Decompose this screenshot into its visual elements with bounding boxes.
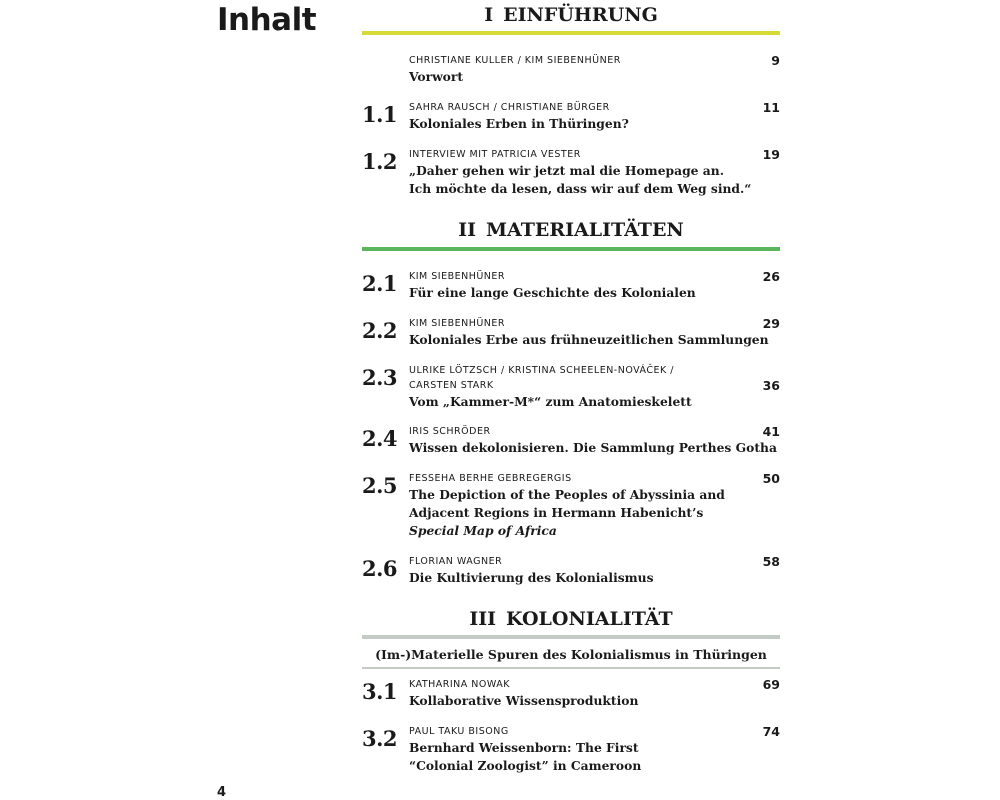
entry-number: 1.1 [362,102,398,127]
section-label: EINFÜHRUNG [503,4,658,26]
entry-number: 2.3 [362,365,398,390]
section-heading-kolonialitaet [362,607,780,631]
entry-author-line-1: ULRIKE LÖTZSCH / KRISTINA SCHEELEN-NOVÁČEK / [409,365,674,376]
toc-entry-1-1[interactable] [362,100,782,133]
entry-title: Kollaborative Wissensproduktion [409,693,639,708]
entry-title: Vorwort [409,69,464,84]
toc-entry-1-2[interactable] [362,147,782,198]
toc-entry-3-2[interactable] [362,724,782,775]
toc-entry-2-3[interactable] [362,363,782,411]
section-rule-materialitaeten [362,247,780,251]
entry-number: 2.2 [362,318,398,343]
page-number: 4 [217,785,227,800]
entry-title-italic: Special Map of Africa [409,523,557,538]
section-roman-numeral: II [458,219,476,241]
toc-entry-2-6[interactable] [362,554,782,587]
entry-number: 3.1 [362,679,398,704]
entry-number: 2.4 [362,426,398,451]
entry-page: 26 [762,269,780,284]
entry-author: KIM SIEBENHÜNER [409,271,506,282]
toc-entry-vorwort[interactable] [362,53,782,86]
toc-entry-2-1[interactable] [362,269,782,302]
entry-title: Für eine lange Geschichte des Kolonialen [409,285,696,300]
entry-page: 50 [762,471,780,486]
entry-author: KIM SIEBENHÜNER [409,318,506,329]
toc-entry-2-5[interactable] [362,471,782,540]
entry-author: FLORIAN WAGNER [409,556,503,567]
entry-page: 19 [762,147,780,162]
section-label: KOLONIALITÄT [506,608,673,630]
entry-number: 2.6 [362,556,398,581]
entry-title-line-2: Ich möchte da lesen, dass wir auf dem Weg sind.“ [409,181,752,196]
entry-page: 36 [762,378,780,393]
entry-page: 58 [762,554,780,569]
entry-page: 74 [762,724,780,739]
entry-author: IRIS SCHRÖDER [409,426,491,437]
section-rule-einfuehrung [362,31,780,35]
entry-title-line-2: Adjacent Regions in Hermann Habenicht’s [409,505,704,520]
entry-number: 2.1 [362,271,398,296]
entry-title: Vom „Kammer-M*“ zum Anatomieskelett [409,394,692,409]
page-title: Inhalt [217,2,317,38]
section-heading-einfuehrung [362,3,780,27]
entry-number: 3.2 [362,726,398,751]
section-roman-numeral: I [484,4,494,26]
entry-author: SAHRA RAUSCH / CHRISTIANE BÜRGER [409,102,610,113]
entry-author: KATHARINA NOWAK [409,679,510,690]
entry-number: 2.5 [362,473,398,498]
entry-author-line-2: CARSTEN STARK [409,380,494,391]
entry-title: Koloniales Erbe aus frühneuzeitlichen Sammlungen [409,332,769,347]
entry-title-line-1: „Daher gehen wir jetzt mal die Homepage an. [409,163,724,178]
entry-page: 69 [762,677,780,692]
entry-author: INTERVIEW MIT PATRICIA VESTER [409,149,581,160]
section-subheading: (Im-)Materielle Spuren des Kolonialismus in Thüringen [375,647,767,662]
section-heading-materialitaeten [362,218,780,242]
subheading-rule [362,667,780,669]
section-label: MATERIALITÄTEN [485,219,684,241]
section-rule-kolonialitaet [362,635,780,639]
section-roman-numeral: III [469,608,496,630]
entry-page: 9 [771,53,780,68]
entry-number: 1.2 [362,149,398,174]
entry-title-line-1: Bernhard Weissenborn: The First [409,740,639,755]
entry-author: CHRISTIANE KULLER / KIM SIEBENHÜNER [409,55,621,66]
entry-title: Koloniales Erben in Thüringen? [409,116,629,131]
entry-title: Wissen dekolonisieren. Die Sammlung Perthes Gotha [409,440,777,455]
entry-title-line-2: “Colonial Zoologist” in Cameroon [409,758,642,773]
entry-author: PAUL TAKU BISONG [409,726,509,737]
entry-page: 41 [762,424,780,439]
toc-entry-3-1[interactable] [362,677,782,710]
toc-entry-2-2[interactable] [362,316,782,349]
entry-page: 11 [762,100,780,115]
toc-entry-2-4[interactable] [362,424,782,457]
entry-author: FESSEHA BERHE GEBREGERGIS [409,473,572,484]
entry-page: 29 [762,316,780,331]
entry-title-line-1: The Depiction of the Peoples of Abyssinia and [409,487,725,502]
entry-title: Die Kultivierung des Kolonialismus [409,570,654,585]
entry-title-line-3 [409,522,754,540]
